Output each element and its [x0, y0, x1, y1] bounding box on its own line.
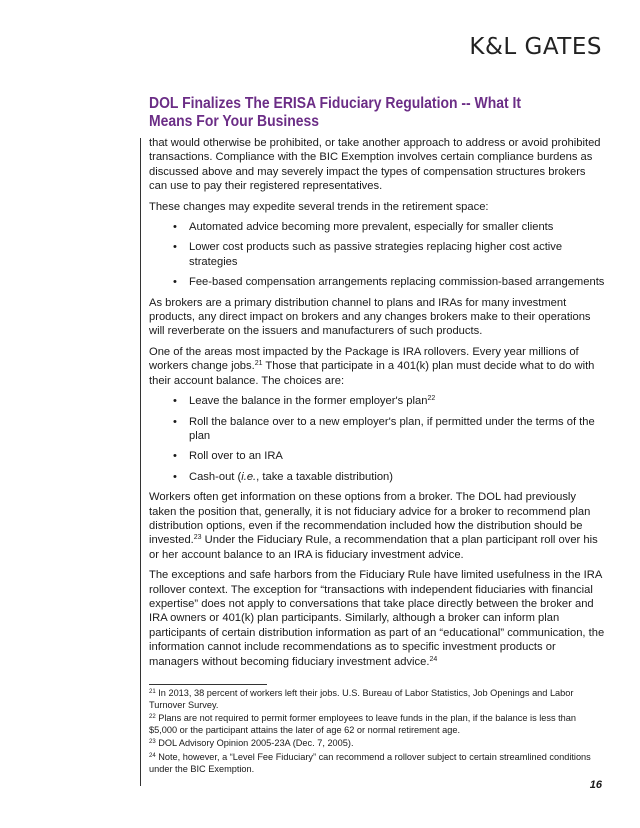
footnotes [149, 688, 605, 777]
footnote-ref: 21 [254, 360, 263, 368]
firm-logo: K&L GATES [469, 34, 602, 60]
trends-list [149, 220, 605, 290]
footnote-ref: 22 [427, 395, 436, 403]
footnote-separator [149, 684, 267, 685]
footnote: $^{22}$ Plans are not required to permit former employees to leave funds in the plan, if the balance is less than $5,000 or the participant attains the later of age 62 or normal retirement age. [149, 713, 576, 735]
bullet-icon: • [173, 241, 177, 254]
choices-list [149, 394, 605, 484]
footnote: $^{24}$ Note, however, a “Level Fee Fiduciary” can recommend a rollover subject to certain streamlined conditions under the BIC Exemption. [149, 751, 591, 774]
body-text [149, 136, 605, 675]
paragraph: The exceptions and safe harbors from the Fiduciary Rule have limited usefulness in the IRA rollover context. The exception for “transactions with independent fiduciaries with financial expertise” does not apply to conversations that take place directly between the broker and IRA owners or 401(k) plan participants. Similarly, although a broker can inform plan participants of certain distribution information as part of an “educational” communication, the information cannot include recommendations as to specific investment products or managers without becoming fiduciary investment advice.$^{24}$ [149, 569, 605, 668]
paragraph: Workers often get information on these options from a broker. The DOL had previously taken the position that, generally, it is not fiduciary advice for a broker to recommend plan distribution options, even if the recommendation included how the distribution should be invested.$^{23}$ Under the Fiduciary Rule, a recommendation that a plan participant roll over his or her account balance to an IRA is fiduciary investment advice. [149, 491, 598, 561]
paragraph: These changes may expedite several trends in the retirement space: [149, 200, 489, 213]
bullet-icon: • [173, 415, 177, 428]
margin-rule [140, 138, 141, 786]
paragraph: that would otherwise be prohibited, or take another approach to address or avoid prohibited transactions. Compliance with the BIC Exemption involves certain compliance burdens as discussed above and may severely impact the types of compensation structures brokers can use to pay their registered representatives. [149, 137, 601, 193]
page-number: 16 [589, 779, 602, 791]
list-item: • Lower cost products such as passive strategies replacing higher cost active strategies [173, 241, 563, 268]
footnote-ref: 24 [429, 655, 438, 663]
bullet-icon: • [173, 450, 177, 463]
footnote: $^{23}$ DOL Advisory Opinion 2005-23A (Dec. 7, 2005). [149, 738, 354, 749]
footnote-ref: 23 [193, 534, 202, 542]
bullet-icon: • [173, 395, 177, 408]
list-item: • Automated advice becoming more prevalent, especially for smaller clients [173, 221, 554, 234]
list-item: • Roll over to an IRA [173, 450, 283, 463]
bullet-icon: • [173, 221, 177, 234]
list-item: • Cash-out (i.e., take a taxable distribution) [173, 470, 393, 483]
footnote: $^{21}$ In 2013, 38 percent of workers left their jobs. U.S. Bureau of Labor Statistics, Job Openings and Labor Turnover Survey. [149, 688, 574, 710]
paragraph: As brokers are a primary distribution channel to plans and IRAs for many investment products, any direct impact on brokers and any changes brokers make to their operations will reverberate on the issuers and manufacturers of such products. [149, 296, 591, 338]
bullet-icon: • [173, 470, 177, 483]
list-item: • Roll the balance over to a new employer's plan, if permitted under the terms of the plan [173, 415, 595, 442]
list-item: • Fee-based compensation arrangements replacing commission-based arrangements [173, 276, 605, 289]
document-title: DOL Finalizes The ERISA Fiduciary Regulation -- What It Means For Your Business [149, 95, 522, 130]
list-item: • Leave the balance in the former employer's plan$^{22}$ [173, 395, 436, 408]
bullet-icon: • [173, 276, 177, 289]
paragraph: One of the areas most impacted by the Package is IRA rollovers. Every year millions of workers change jobs.$^{21}$ Those that participate in a 401(k) plan must decide what to do with their account balance. The choices are: [149, 345, 595, 387]
